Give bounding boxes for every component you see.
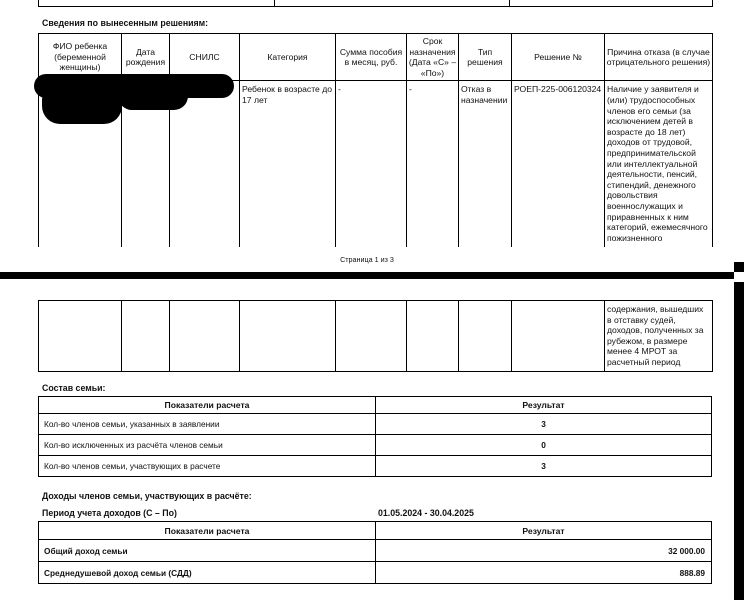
cell-decision-type: Отказ в назначении	[459, 81, 512, 247]
page-edge-strip	[734, 272, 744, 282]
table-row	[39, 435, 712, 456]
family-row-value: 3	[376, 414, 712, 435]
col-header-birth-date: Дата рождения	[122, 34, 170, 81]
prev-table-divider	[274, 0, 275, 6]
col-header-reason: Причина отказа (в случае отрицательного решения)	[605, 34, 713, 81]
redaction-mark	[42, 82, 122, 124]
cell-birth-date	[122, 301, 170, 372]
income-row-value: 32 000.00	[376, 540, 712, 562]
cell-snils	[170, 301, 240, 372]
document-page-2	[0, 279, 734, 600]
document-page-1	[0, 0, 734, 272]
family-row-label: Кол-во исключенных из расчёта членов семьи	[39, 435, 376, 456]
table-row	[39, 301, 713, 372]
col-header-amount: Сумма пособия в месяц, руб.	[336, 34, 407, 81]
col-header-decision-type: Тип решения	[459, 34, 512, 81]
cell-term	[407, 301, 459, 372]
decisions-table	[38, 33, 713, 247]
table-row	[39, 562, 712, 584]
family-row-value: 3	[376, 456, 712, 477]
income-row-value: 888.89	[376, 562, 712, 584]
page-edge-strip	[734, 0, 744, 262]
col-header-snils: СНИЛС	[170, 34, 240, 81]
family-row-value: 0	[376, 435, 712, 456]
income-table	[38, 521, 712, 584]
income-period-value: 01.05.2024 - 30.04.2025	[378, 508, 474, 518]
col-header-category: Категория	[240, 34, 336, 81]
family-header-result: Результат	[376, 397, 712, 414]
cell-term: -	[407, 81, 459, 247]
cell-decision-type	[459, 301, 512, 372]
income-header-result: Результат	[376, 522, 712, 540]
cell-reason: Наличие у заявителя и (или) трудоспособных членов его семьи (за исключением детей в возрасте до 18 лет) доходов от трудовой, предпринимательской или интеллектуальной деятельности, пенсий, стипендий, денежного довольствия военнослужащих и приравненных к ним категорий, ежемесячного пожизненного	[605, 81, 713, 247]
cell-decision-no	[512, 301, 605, 372]
table-row	[39, 540, 712, 562]
income-row-label: Общий доход семьи	[39, 540, 376, 562]
family-row-label: Кол-во членов семьи, участвующих в расчете	[39, 456, 376, 477]
cell-amount: -	[336, 81, 407, 247]
prev-table-divider	[509, 0, 510, 6]
cell-amount	[336, 301, 407, 372]
cell-category	[240, 301, 336, 372]
cell-category: Ребенок в возрасте до 17 лет	[240, 81, 336, 247]
redaction-mark	[118, 80, 188, 110]
family-header-param: Показатели расчета	[39, 397, 376, 414]
income-period-label: Период учета доходов (С – По)	[42, 508, 177, 518]
family-table	[38, 396, 712, 477]
income-header-param: Показатели расчета	[39, 522, 376, 540]
table-row	[39, 456, 712, 477]
cell-fio	[39, 301, 122, 372]
decisions-section-title: Сведения по вынесенным решениям:	[42, 18, 209, 28]
page-footer: Страница 1 из 3	[340, 255, 394, 264]
family-row-label: Кол-во членов семьи, указанных в заявлении	[39, 414, 376, 435]
col-header-term: Срок назначения (Дата «С» – «По»)	[407, 34, 459, 81]
table-row	[39, 414, 712, 435]
income-section-title: Доходы членов семьи, участвующих в расчёте:	[42, 491, 252, 501]
col-header-decision-no: Решение №	[512, 34, 605, 81]
col-header-fio: ФИО ребенка (беременной женщины)	[39, 34, 122, 81]
family-section-title: Состав семьи:	[42, 383, 106, 393]
income-row-label: Среднедушевой доход семьи (СДД)	[39, 562, 376, 584]
cell-decision-no: РОЕП-225-006120324	[512, 81, 605, 247]
decisions-table-continued	[38, 300, 713, 372]
cell-reason-continued: содержания, вышедших в отставку судей, доходов, полученных за рубежом, в размере менее 4 МРОТ за расчетный период	[605, 301, 713, 372]
prev-table-remnant	[38, 0, 713, 7]
